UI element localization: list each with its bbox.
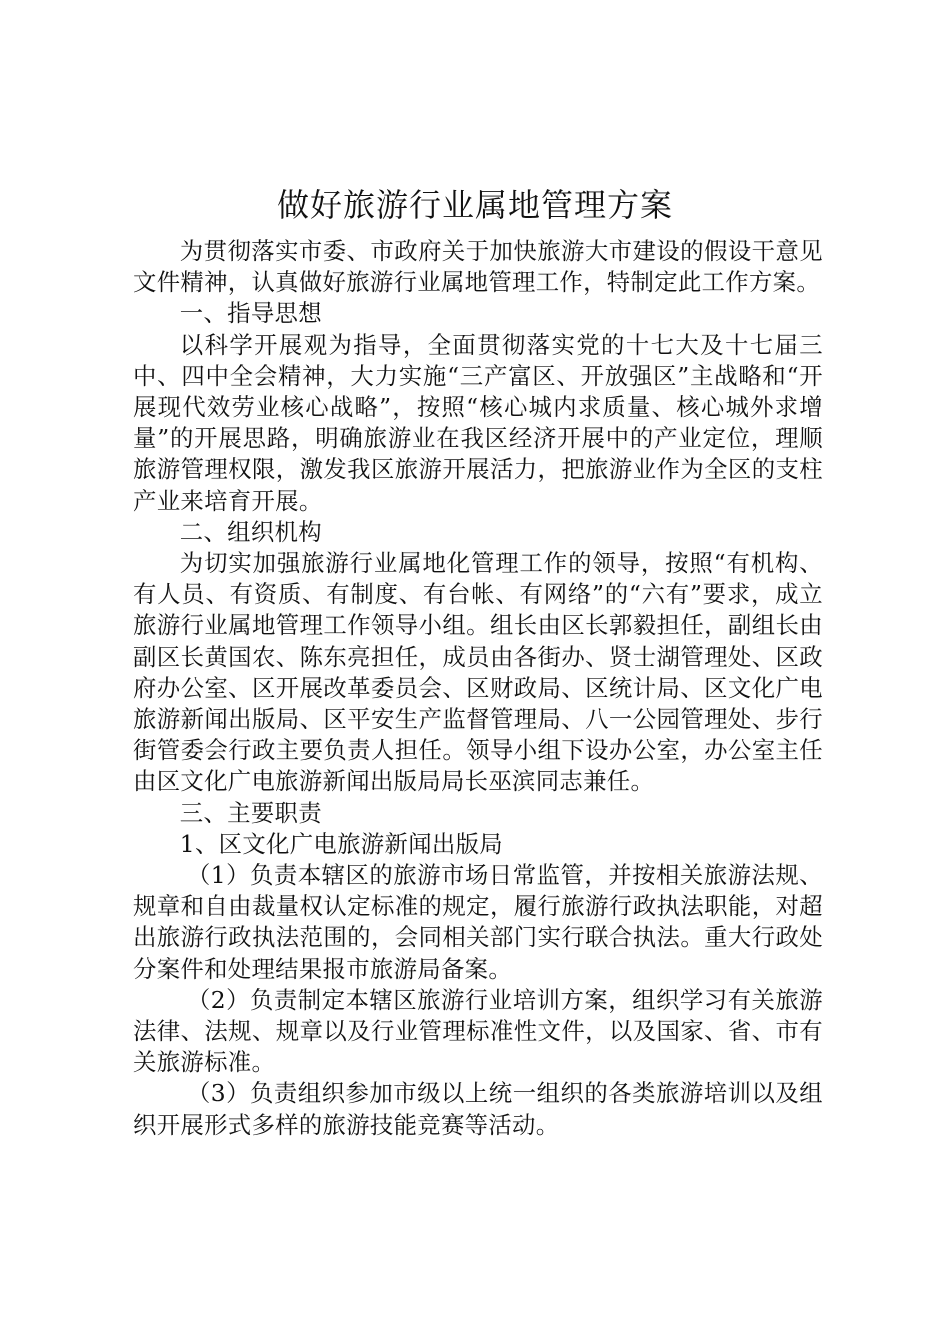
responsibility-item-1: （1）负责本辖区的旅游市场日常监管，并按相关旅游法规、规章和自由裁量权认定标准的规定，履行旅游行政执法职能，对超出旅游行政执法范围的，会同相关部门实行联合执法。重大行政处分案件和处理结果报市旅游局备案。 bbox=[133, 861, 823, 983]
section-heading-responsibilities: 三、主要职责 bbox=[179, 798, 322, 827]
intro-paragraph: 为贯彻落实市委、市政府关于加快旅游大市建设的假设干意见文件精神，认真做好旅游行业属地管理工作，特制定此工作方案。 bbox=[133, 237, 823, 297]
document-title: 做好旅游行业属地管理方案 bbox=[276, 186, 673, 224]
document-body bbox=[133, 236, 823, 1141]
responsibility-item-2: （2）负责制定本辖区旅游行业培训方案，组织学习有关旅游法律、法规、规章以及行业管理标准性文件，以及国家、省、市有关旅游标准。 bbox=[133, 985, 823, 1077]
guiding-ideology-paragraph: 以科学开展观为指导，全面贯彻落实党的十七大及十七届三中、四中全会精神，大力实施“三产富区、开放强区”主战略和“开展现代效劳业核心战略”，按照“核心城内求质量、核心城外求增量”的开展思路，明确旅游业在我区经济开展中的产业定位，理顺旅游管理权限，激发我区旅游开展活力，把旅游业作为全区的支柱产业来培育开展。 bbox=[133, 330, 823, 515]
subsection-heading-culture-bureau: 1、区文化广电旅游新闻出版局 bbox=[179, 829, 503, 858]
organization-paragraph: 为切实加强旅游行业属地化管理工作的领导，按照“有机构、有人员、有资质、有制度、有台帐、有网络”的“六有”要求，成立旅游行业属地管理工作领导小组。组长由区长郭毅担任，副组长由副区长黄国农、陈东亮担任，成员由各街办、贤士湖管理处、区政府办公室、区开展改革委员会、区财政局、区统计局、区文化广电旅游新闻出版局、区平安生产监督管理局、八一公园管理处、步行街管委会行政主要负责人担任。领导小组下设办公室，办公室主任由区文化广电旅游新闻出版局局长巫滨同志兼任。 bbox=[133, 549, 823, 796]
section-heading-guiding-ideology: 一、指导思想 bbox=[179, 299, 322, 328]
section-heading-organization: 二、组织机构 bbox=[179, 517, 322, 546]
responsibility-item-3: （3）负责组织参加市级以上统一组织的各类旅游培训以及组织开展形式多样的旅游技能竞赛等活动。 bbox=[133, 1079, 823, 1139]
